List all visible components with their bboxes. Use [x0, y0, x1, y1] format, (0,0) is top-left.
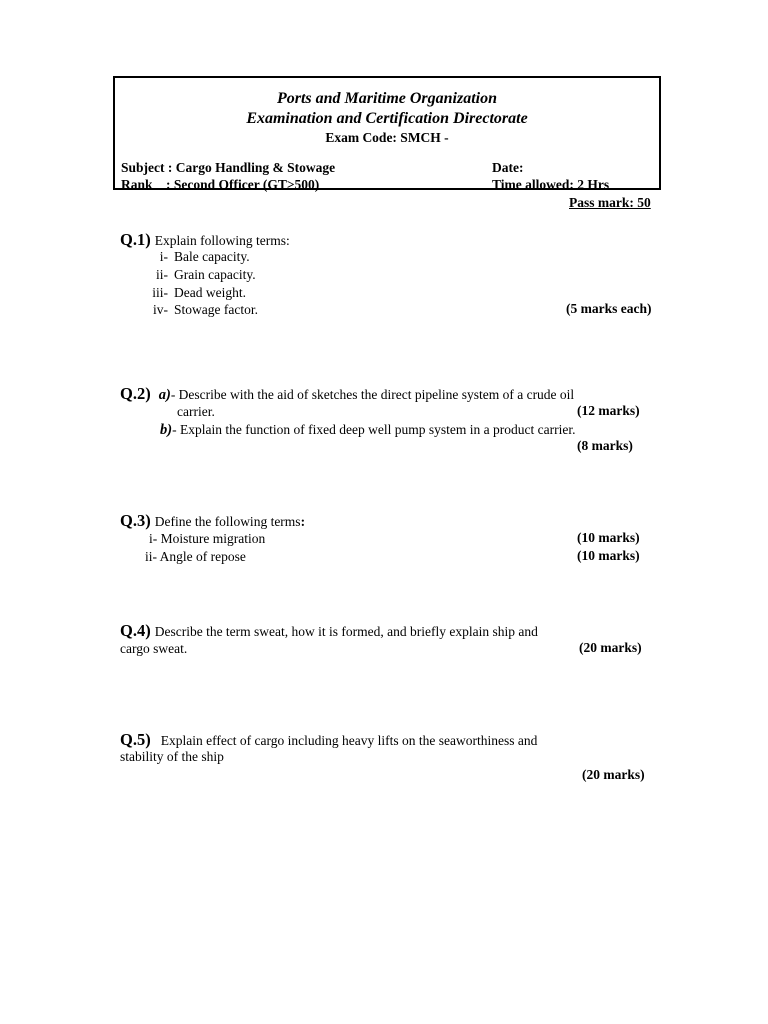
part-b-text: - Explain the function of fixed deep well pump system in a product carrier. [172, 422, 576, 437]
subject-line: Subject : Cargo Handling & Stowage [121, 160, 336, 175]
q1-item-2: ii- Grain capacity. [156, 267, 256, 282]
question-prompt: Define the following terms [154, 514, 301, 529]
q1-item-4: iv- Stowage factor. [153, 302, 258, 317]
q1-marks: (5 marks each) [566, 301, 652, 316]
question-prompt: Explain following terms: [154, 233, 290, 248]
exam-header-box [113, 76, 661, 190]
question-text-cont: stability of the ship [120, 749, 224, 764]
exam-code: Exam Code: SMCH - [325, 130, 449, 145]
question-text: Describe the term sweat, how it is formed, and briefly explain ship and [154, 624, 538, 639]
question-number: Q.1) [120, 230, 151, 249]
q5-marks: (20 marks) [582, 767, 645, 782]
question-text-cont: cargo sweat. [120, 641, 188, 656]
question-2 [120, 384, 574, 404]
organization-name: Ports and Maritime Organization [276, 90, 498, 107]
q3-item-1-marks: (10 marks) [577, 530, 640, 545]
question-1 [120, 230, 290, 250]
q3-item-2-marks: (10 marks) [577, 548, 640, 563]
q4-marks: (20 marks) [579, 640, 642, 655]
part-a-text-cont: carrier. [177, 404, 215, 419]
part-a-text: - Describe with the aid of sketches the direct pipeline system of a crude oil [170, 387, 575, 402]
q3-item-1: i- Moisture migration [149, 531, 266, 546]
part-b-label: b) [160, 422, 173, 438]
question-number: Q.2) [120, 384, 151, 403]
question-3: Q.3) Define the following terms: [120, 511, 306, 530]
question-4 [120, 621, 538, 641]
date-label: Date: [492, 160, 524, 175]
part-b-marks: (8 marks) [577, 438, 633, 453]
question-5 [120, 730, 537, 750]
pass-mark: Pass mark: 50 [569, 195, 651, 210]
part-a-marks: (12 marks) [577, 403, 640, 418]
q1-item-3: iii- Dead weight. [152, 285, 246, 300]
question-number: Q.4) [120, 621, 151, 640]
q3-item-2: ii- Angle of repose [145, 549, 246, 564]
time-allowed: Time allowed: 2 Hrs [492, 177, 610, 192]
rank-line: Rank : Second Officer (GT>500) [121, 177, 320, 192]
question-text: Explain effect of cargo including heavy lifts on the seaworthiness and [160, 733, 538, 748]
question-number: Q.5) [120, 730, 151, 749]
part-a-label: a) [158, 387, 171, 403]
q1-item-1: i- Bale capacity. [159, 249, 250, 264]
question-number: Q.3) [120, 511, 151, 530]
directorate-name: Examination and Certification Directorate [246, 110, 528, 127]
part-b [160, 421, 575, 439]
